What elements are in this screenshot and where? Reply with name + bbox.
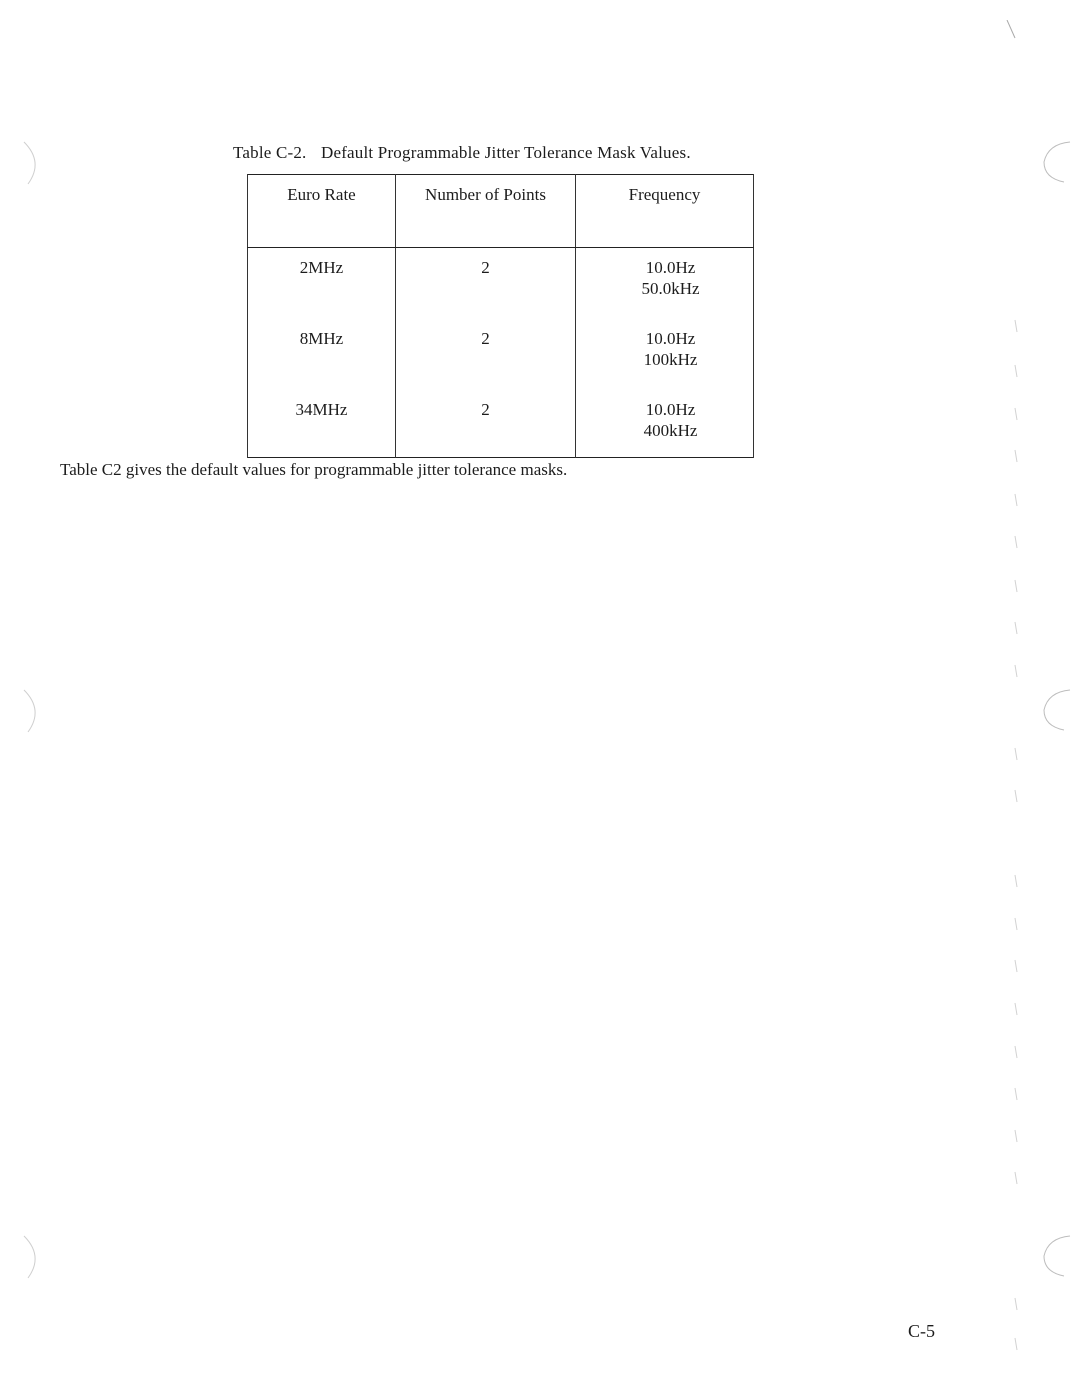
table-header-row <box>248 175 754 248</box>
cell-frequency-low: 10.0Hz <box>645 329 696 348</box>
table-row <box>248 248 754 320</box>
table-row <box>248 319 754 390</box>
cell-number-of-points: 2 <box>396 319 576 390</box>
cell-euro-rate: 34MHz <box>248 390 396 458</box>
cell-frequency-low: 10.0Hz <box>645 258 696 277</box>
body-paragraph: Table C2 gives the default values for programmable jitter tolerance masks. <box>60 460 568 479</box>
cell-frequency <box>576 319 754 390</box>
binder-hole-mark <box>18 686 48 736</box>
binder-hole-mark <box>1030 138 1080 188</box>
header-euro-rate: Euro Rate <box>248 175 396 248</box>
header-frequency: Frequency <box>576 175 754 248</box>
binder-hole-mark <box>18 1232 48 1282</box>
cell-euro-rate: 2MHz <box>248 248 396 320</box>
cell-euro-rate: 8MHz <box>248 319 396 390</box>
binder-hole-mark <box>1030 1232 1080 1282</box>
page-number: C-5 <box>908 1321 935 1341</box>
cell-frequency-low: 10.0Hz <box>645 400 696 419</box>
jitter-mask-table <box>247 174 754 458</box>
table-caption-title: Default Programmable Jitter Tolerance Mask Values. <box>320 143 691 162</box>
cell-number-of-points: 2 <box>396 248 576 320</box>
table-row <box>248 390 754 458</box>
cell-frequency <box>576 390 754 458</box>
binder-hole-mark <box>1030 686 1080 736</box>
cell-frequency-high: 100kHz <box>643 350 698 369</box>
cell-number-of-points: 2 <box>396 390 576 458</box>
cell-frequency <box>576 248 754 320</box>
header-number-of-points: Number of Points <box>396 175 576 248</box>
margin-tick-marks <box>1005 20 1025 1360</box>
table-caption-number: Table C-2. <box>233 143 307 162</box>
cell-frequency-high: 50.0kHz <box>641 279 700 298</box>
binder-hole-mark <box>18 138 48 188</box>
cell-frequency-high: 400kHz <box>643 421 698 440</box>
table-caption <box>233 143 691 163</box>
